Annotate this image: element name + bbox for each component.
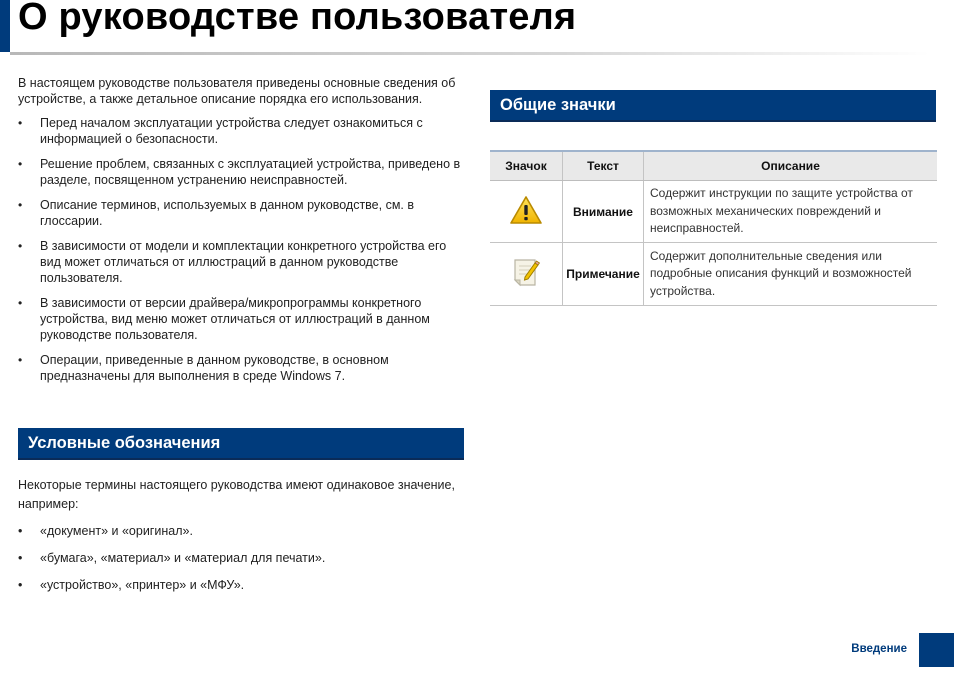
list-item: • «бумага», «материал» и «материал для печати». (18, 550, 464, 566)
conventions-text: Некоторые термины настоящего руководства имеют одинаковое значение, например: (18, 478, 455, 511)
warning-description: Содержит инструкции по защите устройства от возможных механических повреждений и неисправностей. (644, 181, 938, 243)
column-header-text: Текст (563, 151, 644, 181)
icon-cell (490, 243, 563, 306)
table-row (490, 243, 937, 306)
list-item: • Решение проблем, связанных с эксплуатацией устройства, приведено в разделе, посвященном устранению неисправностей. (18, 156, 466, 188)
intro-section (18, 76, 466, 393)
title-divider (10, 52, 930, 55)
list-item: • Перед началом эксплуатации устройства следует ознакомиться с информацией о безопасности. (18, 115, 466, 147)
footer-section-link[interactable]: Введение (851, 643, 907, 655)
conventions-heading: Условные обозначения (18, 428, 464, 460)
list-item: • Описание терминов, используемых в данном руководстве, см. в глоссарии. (18, 197, 466, 229)
warning-triangle-icon (509, 195, 543, 225)
intro-bullet-list (18, 115, 466, 384)
page-number-box (919, 633, 954, 667)
list-item: • В зависимости от версии драйвера/микропрограммы конкретного устройства, вид меню может отличаться от иллюстраций в данном руководстве пользователя. (18, 295, 466, 343)
list-item: • Операции, приведенные в данном руководстве, в основном предназначены для выполнения в среде Windows 7. (18, 352, 466, 384)
column-header-description: Описание (644, 151, 938, 181)
icons-table (490, 150, 937, 306)
note-label: Примечание (563, 243, 644, 306)
icon-cell (490, 181, 563, 243)
icons-heading: Общие значки (490, 90, 936, 122)
page-title: О руководстве пользователя (18, 0, 577, 38)
column-header-icon: Значок (490, 151, 563, 181)
conventions-list (18, 523, 464, 604)
note-description: Содержит дополнительные сведения или подробные описания функций и возможностей устройства. (644, 243, 938, 306)
table-header-row (490, 151, 937, 181)
table-row (490, 181, 937, 243)
warning-label: Внимание (563, 181, 644, 243)
intro-text: В настоящем руководстве пользователя приведены основные сведения об устройстве, а также детальное описание порядка его использования. (18, 76, 456, 106)
title-accent-bar (0, 0, 10, 52)
list-item: • В зависимости от модели и комплектации конкретного устройства его вид может отличаться от иллюстраций в данном руководстве пользователя. (18, 238, 466, 286)
list-item: • «устройство», «принтер» и «МФУ». (18, 577, 464, 593)
list-item: • «документ» и «оригинал». (18, 523, 464, 539)
note-pencil-icon (511, 257, 541, 289)
